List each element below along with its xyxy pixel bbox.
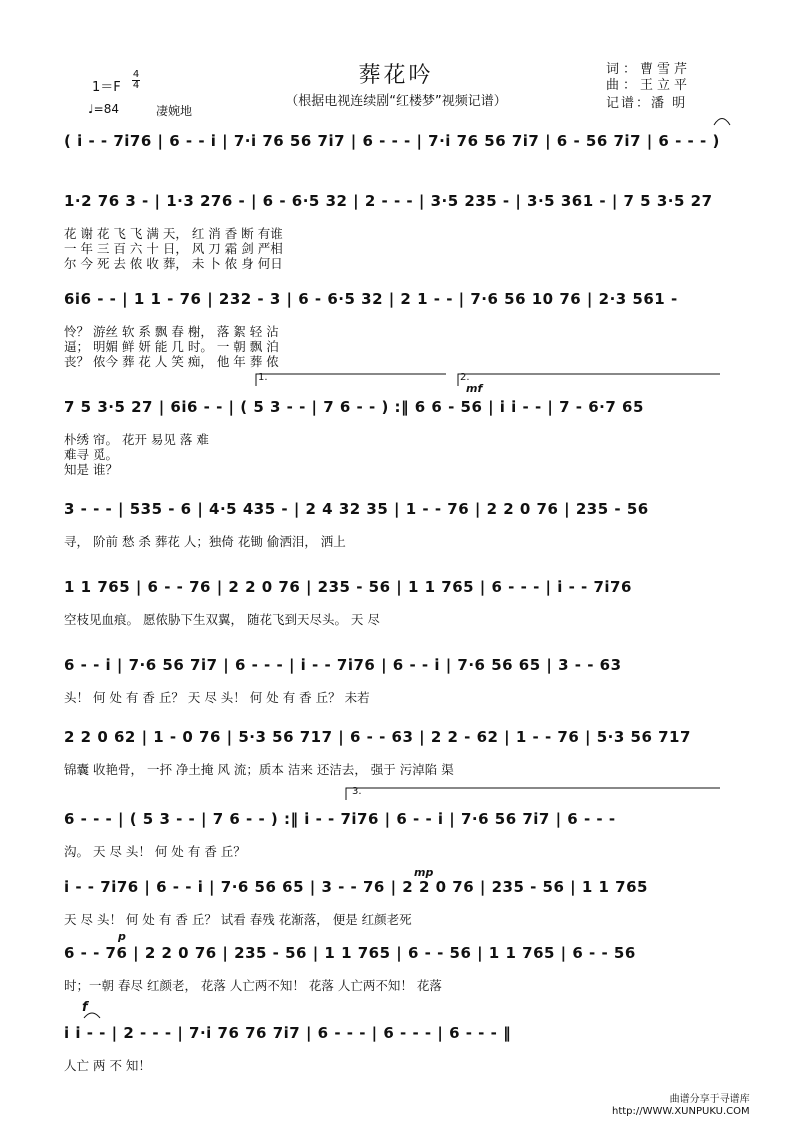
notation-line: 3 - - - | 535 - 6 | 4·5 435 - | 2 4 32 35 | 1 - - 76 | 2 2 0 76 | 235 - 56: [64, 500, 649, 518]
notation-line: 2 2 0 62 | 1 - 0 76 | 5·3 56 717 | 6 - - 63 | 2 2 - 62 | 1 - - 76 | 5·3 56 717: [64, 728, 691, 746]
notation-line: 6i6 - - | 1 1 - 76 | 232 - 3 | 6 - 6·5 32 | 2 1 - - | 7·6 56 10 76 | 2·3 561 -: [64, 290, 678, 308]
time-signature-top: 4: [132, 69, 140, 80]
notation-line: 6 - - i̇ | 7·6 56 7i̇7 | 6 - - - | i̇ - - 7i̇76 | 6 - - i̇ | 7·6 56 65 | 3 - - 63: [64, 656, 622, 674]
lyric-line: 人亡 两 不 知！: [64, 1058, 151, 1073]
notation-line: i̇ i̇ - - | 2 - - - | 7·i̇ 76 76 7i̇7 | 6 - - - | 6 - - - | 6 - - - ‖: [64, 1024, 512, 1042]
volta-3-label: 3.: [352, 786, 362, 797]
notation-line: 6 - - - | ( 5 3 - - | 7 6 - - ) :‖ i̇ - - 7i̇76 | 6 - - i̇ | 7·6 56 7i̇7 | 6 - - -: [64, 810, 616, 828]
lyric-line: 朴绣 帘。 花开 易见 落 难: [64, 432, 209, 447]
dynamic-f: f: [82, 1000, 88, 1015]
volta-2-label: 2.: [460, 372, 470, 383]
dynamic-mp: mp: [414, 866, 434, 879]
lyric-line: 尔 今 死 去 侬 收 葬， 未 卜 侬 身 何日: [64, 256, 283, 271]
lyric-line: 怜？ 游丝 软 系 飘 春 榭， 落 絮 轻 沾: [64, 324, 279, 339]
lyric-line: 天 尽 头！ 何 处 有 香 丘？ 试看 春残 花渐落， 便是 红颜老死: [64, 912, 412, 927]
notation-line: i̇ - - 7i̇76 | 6 - - i̇ | 7·6 56 65 | 3 - - 76 | 2 2 0 76 | 235 - 56 | 1 1 765: [64, 878, 648, 896]
lyric-line: 逼； 明媚 鲜 妍 能 几 时。 一 朝 飘 泊: [64, 339, 279, 354]
notation-line: 1 1 765 | 6 - - 76 | 2 2 0 76 | 235 - 56 | 1 1 765 | 6 - - - | i̇ - - 7i̇76: [64, 578, 632, 596]
notation-line: ( i̇ - - 7i̇76 | 6 - - i̇ | 7·i̇ 76 56 7i̇7 | 6 - - - | 7·i̇ 76 56 7i̇7 | 6 - 56 7i̇7 | 6 - - - ): [64, 132, 720, 150]
lyric-line: 一 年 三 百 六 十 日， 风 刀 霜 剑 严相: [64, 241, 283, 256]
key-signature: 1＝F: [92, 80, 121, 95]
time-signature-bottom: 4: [132, 80, 140, 91]
lyric-line: 头！ 何 处 有 香 丘？ 天 尽 头！ 何 处 有 香 丘？ 未若: [64, 690, 370, 705]
footer-site-name: 曲谱分享于寻谱库: [669, 1094, 750, 1105]
composer-credit: 曲：王立平: [606, 78, 692, 93]
score-title: 葬花吟: [358, 63, 434, 88]
footer-site-url: http://WWW.XUNPUKU.COM: [612, 1106, 750, 1117]
lyric-line: 花 谢 花 飞 飞 满 天， 红 消 香 断 有谁: [64, 226, 283, 241]
lyric-line: 知是 谁？: [64, 462, 118, 477]
notation-line: 6 - - 76 | 2 2 0 76 | 235 - 56 | 1 1 765 | 6 - - 56 | 1 1 765 | 6 - - 56: [64, 944, 636, 962]
lyric-line: 锦囊 收艳骨， 一抔 净土掩 风 流；质本 洁来 还洁去， 强于 污淖陷 渠: [64, 762, 454, 777]
lyric-line: 寻， 阶前 愁 杀 葬花 人；独倚 花锄 偷洒泪， 洒上: [64, 534, 346, 549]
notation-line: 1·2 76 3 - | 1·3 276 - | 6 - 6·5 32 | 2 - - - | 3·5 235 - | 3·5 361 - | 7 5 3·5 27: [64, 192, 713, 210]
dynamic-p: p: [118, 930, 126, 943]
tempo-marking: ♩=84: [88, 102, 119, 116]
footer-credit: [612, 1094, 750, 1118]
notation-line: 7 5 3·5 27 | 6i6 - - | ( 5 3 - - | 7 6 - - ) :‖ 6 6 - 56 | i̇ i̇ - - | 7 - 6·7 65: [64, 398, 644, 416]
lyricist-credit: 词：曹雪芹: [606, 62, 692, 77]
lyric-line: 丧？ 侬今 葬 花 人 笑 痴， 他 年 葬 侬: [64, 354, 279, 369]
expression-marking: 凄婉地: [156, 104, 193, 118]
volta-1-label: 1.: [258, 372, 268, 383]
lyric-line: 时；一朝 春尽 红颜老， 花落 人亡两不知！ 花落 人亡两不知！ 花落: [64, 978, 442, 993]
transcriber-credit: 记谱：潘 明: [606, 96, 688, 111]
score-subtitle: （根据电视连续剧“红楼梦”视频记谱）: [285, 94, 507, 109]
lyric-line: 难寻 觅。: [64, 447, 118, 462]
dynamic-mf: mf: [466, 382, 483, 395]
lyric-line: 沟。 天 尽 头！ 何 处 有 香 丘？: [64, 844, 246, 859]
lyric-line: 空枝见血痕。 愿侬胁下生双翼， 随花飞到天尽头。 天 尽: [64, 612, 380, 627]
